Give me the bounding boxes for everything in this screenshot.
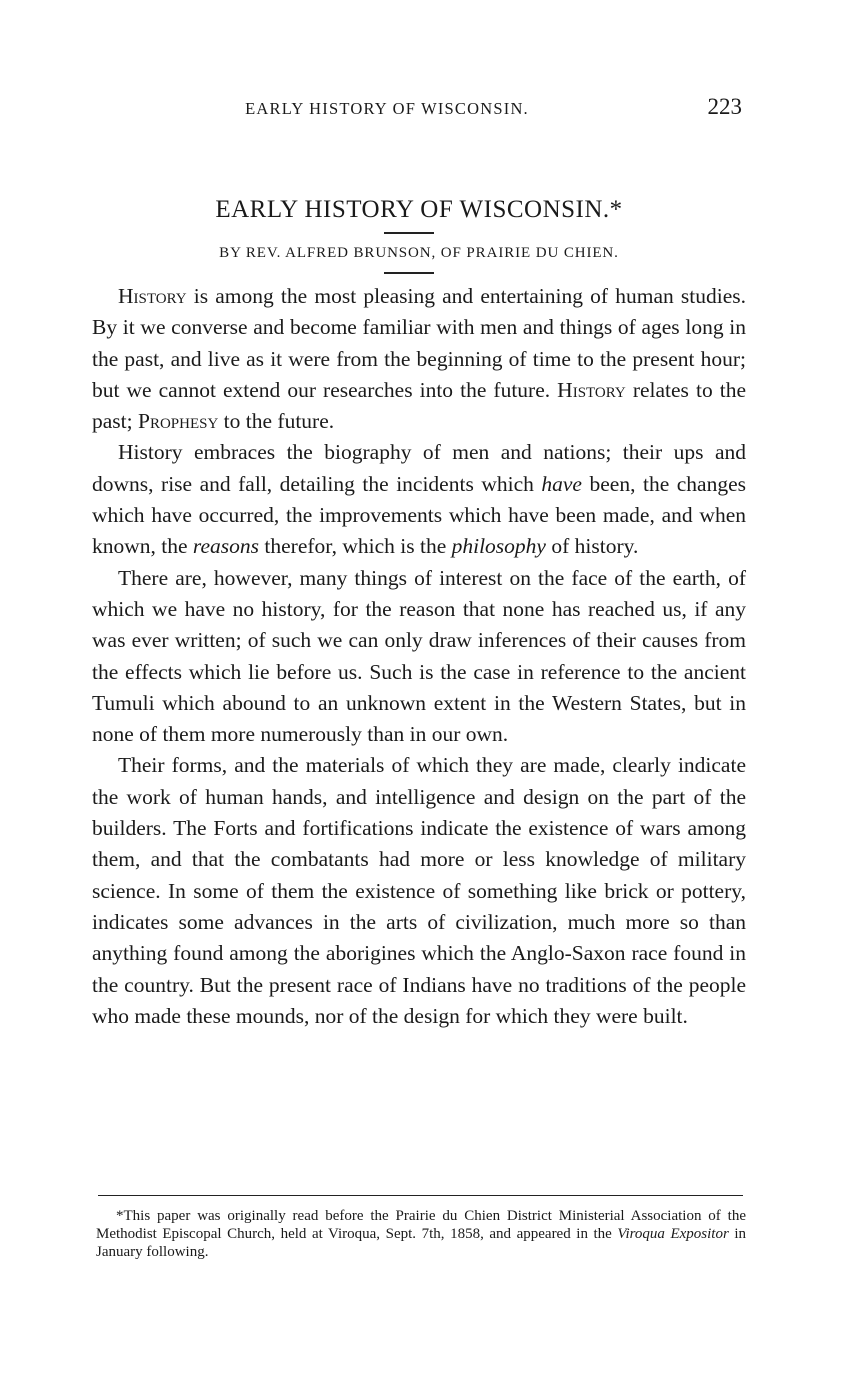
footnote-text xyxy=(96,1207,746,1261)
paragraph-text: is among the most pleasing and entertaining of human studies. By it we converse and become familiar with men and things of ages long in the past, and live as it were from the beginning of time to the present hour; but we cannot extend our researches into the future. xyxy=(92,284,746,402)
paragraph-text: therefor, which is the xyxy=(259,534,452,559)
running-head-title: EARLY HISTORY OF WISCONSIN. xyxy=(245,99,529,118)
byline-divider xyxy=(384,272,434,274)
paragraph-text: of history. xyxy=(545,534,639,559)
article-byline: BY REV. ALFRED BRUNSON, OF PRAIRIE DU CHIEN. xyxy=(219,245,619,261)
footnote-text-part: *This paper was originally read before the Prairie du Chien District Ministerial Association of the Methodist Episcopal Church, held at Viroqua, Sept. 7th, 1858, and appeared in the xyxy=(96,1208,746,1242)
paragraph-4 xyxy=(92,750,746,1032)
small-caps-text: History xyxy=(557,377,626,402)
italic-text: have xyxy=(541,471,582,496)
small-caps-text: History xyxy=(118,284,187,308)
paragraph-2 xyxy=(92,437,746,562)
italic-text: philosophy xyxy=(451,534,546,559)
paragraph-text: relates to the past; xyxy=(92,377,747,434)
footnote-text-part: in January following. xyxy=(96,1226,747,1260)
paragraph-text: There are, however, many things of interest on the face of the earth, of which we have no history, for the reason that none has reached us, if any was ever written; of such we can only draw inferences of their causes from the effects which lie before us. Such is the case in reference to the ancient Tumuli which abound to an unknown extent in the Western States, but in none of them more numerously than in our own. xyxy=(92,565,746,747)
paragraph-3 xyxy=(92,563,746,751)
paragraph-1 xyxy=(92,281,746,437)
footnote-italic: Viroqua Expositor xyxy=(617,1226,729,1242)
paragraph-text: been, the changes which have occurred, the improvements which have been made, and when known, the xyxy=(92,471,746,559)
footnote xyxy=(96,1207,746,1261)
title-divider xyxy=(384,232,434,234)
paragraph-text: Their forms, and the materials of which they are made, clearly indicate the work of human hands, and intelligence and design on the part of the builders. The Forts and fortifications indicate the existence of wars among them, and that the combatants had more or less knowledge of military science. In some of them the existence of something like brick or pottery, indicates some advances in the arts of civilization, much more so than anything found among the aborigines which the Anglo-Saxon race found in the country. But the present race of Indians have no traditions of the people who made these mounds, nor of the design for which they were built. xyxy=(92,753,746,1028)
article-title: EARLY HISTORY OF WISCONSIN.* xyxy=(215,196,623,223)
paragraph-text: to the future. xyxy=(218,409,335,434)
page-number: 223 xyxy=(707,94,742,119)
footnote-divider xyxy=(98,1195,743,1196)
running-head xyxy=(92,96,746,126)
italic-text: reasons xyxy=(192,534,260,559)
book-page xyxy=(92,0,746,1379)
small-caps-text: Prophesy xyxy=(137,409,219,434)
article-body xyxy=(92,281,746,1032)
paragraph-text: History embraces the biography of men and nations; their ups and downs, rise and fall, detailing the incidents which xyxy=(92,440,746,496)
